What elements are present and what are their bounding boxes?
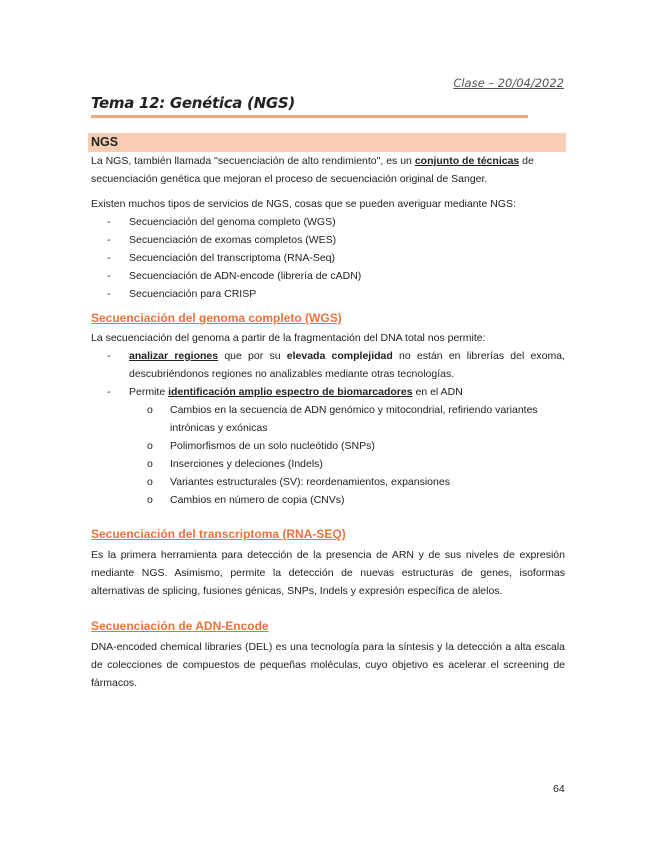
adn-line: fármacos.: [91, 677, 138, 689]
rnaseq-line: Es la primera herramienta para detección de la presencia de ARN y de sus niveles de expresión: [91, 549, 565, 561]
sub-item-text: Variantes estructurales (SV): reordenamientos, expansiones: [170, 476, 450, 488]
ngs-list-intro: Existen muchos tipos de servicios de NGS, cosas que se pueden averiguar mediante NGS:: [91, 198, 516, 210]
list-item-text: Secuenciación de ADN-encode (librería de cADN): [129, 270, 362, 282]
list-item: [107, 213, 336, 231]
list-item: [107, 267, 361, 285]
sub-item-text: Inserciones y deleciones (Indels): [170, 458, 323, 470]
text: Permite: [129, 386, 169, 398]
text: en el ADN: [412, 386, 463, 398]
list-item-text: Secuenciación del genoma completo (WGS): [129, 216, 336, 228]
dash: -: [107, 216, 111, 228]
circle-bullet-icon: o: [147, 494, 153, 506]
page-title: Tema 12: Genética (NGS): [91, 94, 295, 112]
dash: -: [107, 270, 111, 282]
sub-item-text: Cambios en número de copia (CNVs): [170, 494, 345, 506]
sub-item-continuation: intrónicas y exónicas: [170, 422, 268, 434]
adn-heading: Secuenciación de ADN-Encode: [91, 619, 269, 633]
page-number: 64: [553, 783, 565, 795]
text: no están en librerías del exoma,: [392, 350, 565, 362]
rnaseq-heading: Secuenciación del transcriptoma (RNA-SEQ): [91, 527, 346, 541]
dash: -: [107, 234, 111, 246]
rnaseq-line: mediante NGS. Asimismo, permite la detección de nuevas estructuras de genes, isoformas: [91, 567, 565, 579]
list-item-text: Secuenciación del transcriptoma (RNA-Seq): [129, 252, 336, 264]
text: La NGS, también llamada "secuenciación de alto rendimiento", es un: [91, 155, 415, 167]
list-item: [107, 285, 256, 303]
circle-bullet-icon: o: [147, 458, 153, 470]
class-date: Clase – 20/04/2022: [453, 76, 564, 90]
circle-bullet-icon: o: [147, 476, 153, 488]
wgs-intro: La secuenciación del genoma a partir de la fragmentación del DNA total nos permite:: [91, 332, 486, 344]
ngs-intro-line2: secuenciación genética que mejoran el proceso de secuenciación original de Sanger.: [91, 173, 488, 185]
dash: -: [107, 350, 111, 362]
text: de: [519, 155, 534, 167]
wgs-bullet-1: [107, 347, 565, 365]
emphasis: identificación amplio espectro de biomarcadores: [168, 386, 413, 398]
sub-item-text: Cambios en la secuencia de ADN genómico y mitocondrial, refiriendo variantes: [170, 404, 538, 416]
wgs-heading: Secuenciación del genoma completo (WGS): [91, 311, 342, 325]
list-item-text: Secuenciación de exomas completos (WES): [129, 234, 337, 246]
emphasis: analizar regiones: [129, 350, 219, 362]
ngs-heading: NGS: [88, 133, 566, 152]
circle-bullet-icon: o: [147, 404, 153, 416]
text: que por su: [218, 350, 287, 362]
adn-line: DNA-encoded chemical libraries (DEL) es una tecnología para la síntesis y la detección a alta escala: [91, 641, 565, 653]
emphasis: elevada complejidad: [286, 350, 393, 362]
wgs-bullet-1-line2: descubriéndonos regiones no analizables mediante otras tecnologías.: [129, 368, 455, 380]
dash: -: [107, 288, 111, 300]
wgs-bullet-2: [107, 383, 463, 401]
list-item-text: Secuenciación para CRISP: [129, 288, 257, 300]
dash: -: [107, 252, 111, 264]
title-underline: [91, 115, 528, 118]
ngs-intro-line1: [91, 152, 565, 170]
list-item: [107, 249, 335, 267]
emphasis: conjunto de técnicas: [414, 155, 520, 167]
rnaseq-line: alternativas de splicing, fusiones génicas, SNPs, Indels y expresión específica de alelos.: [91, 585, 503, 597]
list-item: [107, 231, 336, 249]
sub-item-text: Polimorfismos de un solo nucleótido (SNPs): [170, 440, 375, 452]
circle-bullet-icon: o: [147, 440, 153, 452]
adn-line: de colecciones de compuestos de pequeñas moléculas, cuyo objetivo es acelerar el screening de: [91, 659, 565, 671]
dash: -: [107, 386, 111, 398]
